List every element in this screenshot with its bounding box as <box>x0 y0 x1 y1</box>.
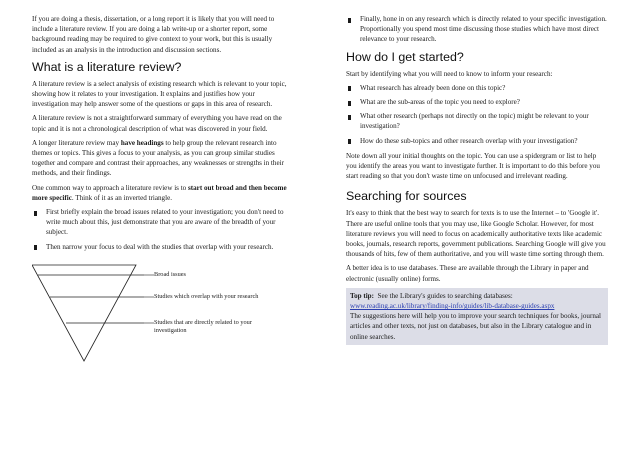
not-summary-paragraph: A literature review is not a straightforward summary of everything you have read on the topic and it is not a chronological description of what was discovered in your field. <box>32 114 282 133</box>
broad-text-post: . Think of it as an inverted triangle. <box>71 193 172 202</box>
heading-searching-sources: Searching for sources <box>346 189 467 204</box>
broad-specific-paragraph <box>32 183 290 203</box>
heading-how-to-start: How do I get started? <box>346 49 464 64</box>
bullet-icon <box>34 245 37 250</box>
note-paragraph: Note down all your initial thoughts on the topic. You can use a spidergram or list to help you identify the areas you want to investigate further. It is important to do this before you start reading so that you don't waste time on unfocused and irrelevant reading. <box>346 151 600 181</box>
heading-what-is-literature-review: What is a literature review? <box>32 59 182 74</box>
top-tip-box <box>346 288 608 345</box>
right-column <box>346 14 608 345</box>
bullet-icon <box>348 101 351 106</box>
bullet-text: Then narrow your focus to deal with the studies that overlap with your research. <box>46 242 274 251</box>
bullet-icon <box>348 115 351 120</box>
left-column <box>32 14 290 377</box>
list-item <box>32 207 290 238</box>
broad-specific-bold: start out broad and then become more specific <box>32 183 287 202</box>
sources-paragraph: It's easy to think that the best way to search for texts is to use the Internet – to 'Google it'. There are useful online tools that you may use, like Google Scholar. However, for most literature reviews you will need to focus on academically authoritative texts like academic books, journals, research reports, government publications. Searching Google will give you thousands of hits, few of them authoritative, and you will waste time sorting through them. <box>346 209 606 259</box>
bullet-text: How do these sub-topics and other research overlap with your investigation? <box>360 136 578 145</box>
inverted-triangle <box>32 265 136 361</box>
intro-paragraph: If you are doing a thesis, dissertation, or a long report it is likely that you will need to include a literature review. If you are doing a lab write-up or a shorter report, some background reading may be required to give context to your work, but this is usually included as an analysis in the introduction and discussion sections. <box>32 15 275 54</box>
approach-bullet-list <box>32 207 290 252</box>
top-tip-link-line <box>350 301 604 311</box>
bullet-text: What research has already been done on this topic? <box>360 83 506 92</box>
bullet-icon <box>348 86 351 91</box>
broad-text-pre: One common way to approach a literature review is to <box>32 183 189 192</box>
list-item <box>346 97 608 107</box>
label-broad-issues: Broad issues <box>154 270 187 278</box>
label-directly-related-studies: Studies that are directly related to your investigation <box>154 318 252 335</box>
definition-paragraph: A literature review is a select analysis of existing research which is relevant to your topic, showing how it relates to your investigation. It explains and justifies how your investigation may help answer some of the questions or gaps in this area of research. <box>32 79 287 109</box>
bullet-text: What are the sub-areas of the topic you need to explore? <box>360 98 520 107</box>
top-tip-text <box>350 291 604 301</box>
headings-text-pre: A longer literature review may <box>32 138 121 147</box>
questions-bullet-list <box>346 83 608 146</box>
bullet-icon <box>34 211 37 216</box>
finally-bullet-list <box>346 14 608 45</box>
library-guides-link[interactable]: www.reading.ac.uk/library/finding-info/guides/lib-database-guides.aspx <box>350 302 555 311</box>
top-tip-body: The suggestions here will help you to improve your search techniques for books, journal articles and other texts, not just on databases, but also in the Library catalogue and in online searches. <box>350 312 601 341</box>
label-overlapping-studies: Studies which overlap with your research <box>154 292 259 300</box>
headings-bold: have headings <box>120 138 164 147</box>
bullet-text: Finally, hone in on any research which is directly related to your specific investigation. Proportionally you spend most time discussing those studies which have most direct relevance to your research. <box>360 15 607 44</box>
bullet-icon <box>348 139 351 144</box>
inverted-triangle-diagram <box>32 257 290 377</box>
headings-text-post: to help group the relevant research into themes or topics. This gives a focus to your analysis, as you can group similar studies together and compare and contrast their approaches, any weaknesses or strengths in their methods, and their findings. <box>32 138 284 178</box>
list-item <box>32 242 290 252</box>
top-tip-label: Top tip: <box>350 291 374 300</box>
bullet-text: What other research (perhaps not directly on the topic) might be relevant to your investigation? <box>360 112 589 131</box>
list-item <box>346 83 608 93</box>
list-item <box>346 14 608 45</box>
bullet-icon <box>348 18 351 23</box>
top-tip-intro: See the Library's guides to searching databases: <box>377 291 513 300</box>
bullet-text: First briefly explain the broad issues related to your investigation; you don't need to write much about this, just demonstrate that you are aware of the breadth of your subject. <box>46 208 284 237</box>
list-item <box>346 111 608 131</box>
headings-paragraph <box>32 138 290 179</box>
start-intro: Start by identifying what you will need to know to inform your research: <box>346 69 553 78</box>
list-item <box>346 136 608 146</box>
databases-paragraph: A better idea is to use databases. These are available through the Library in paper and electronic (usually online) forms. <box>346 264 589 283</box>
